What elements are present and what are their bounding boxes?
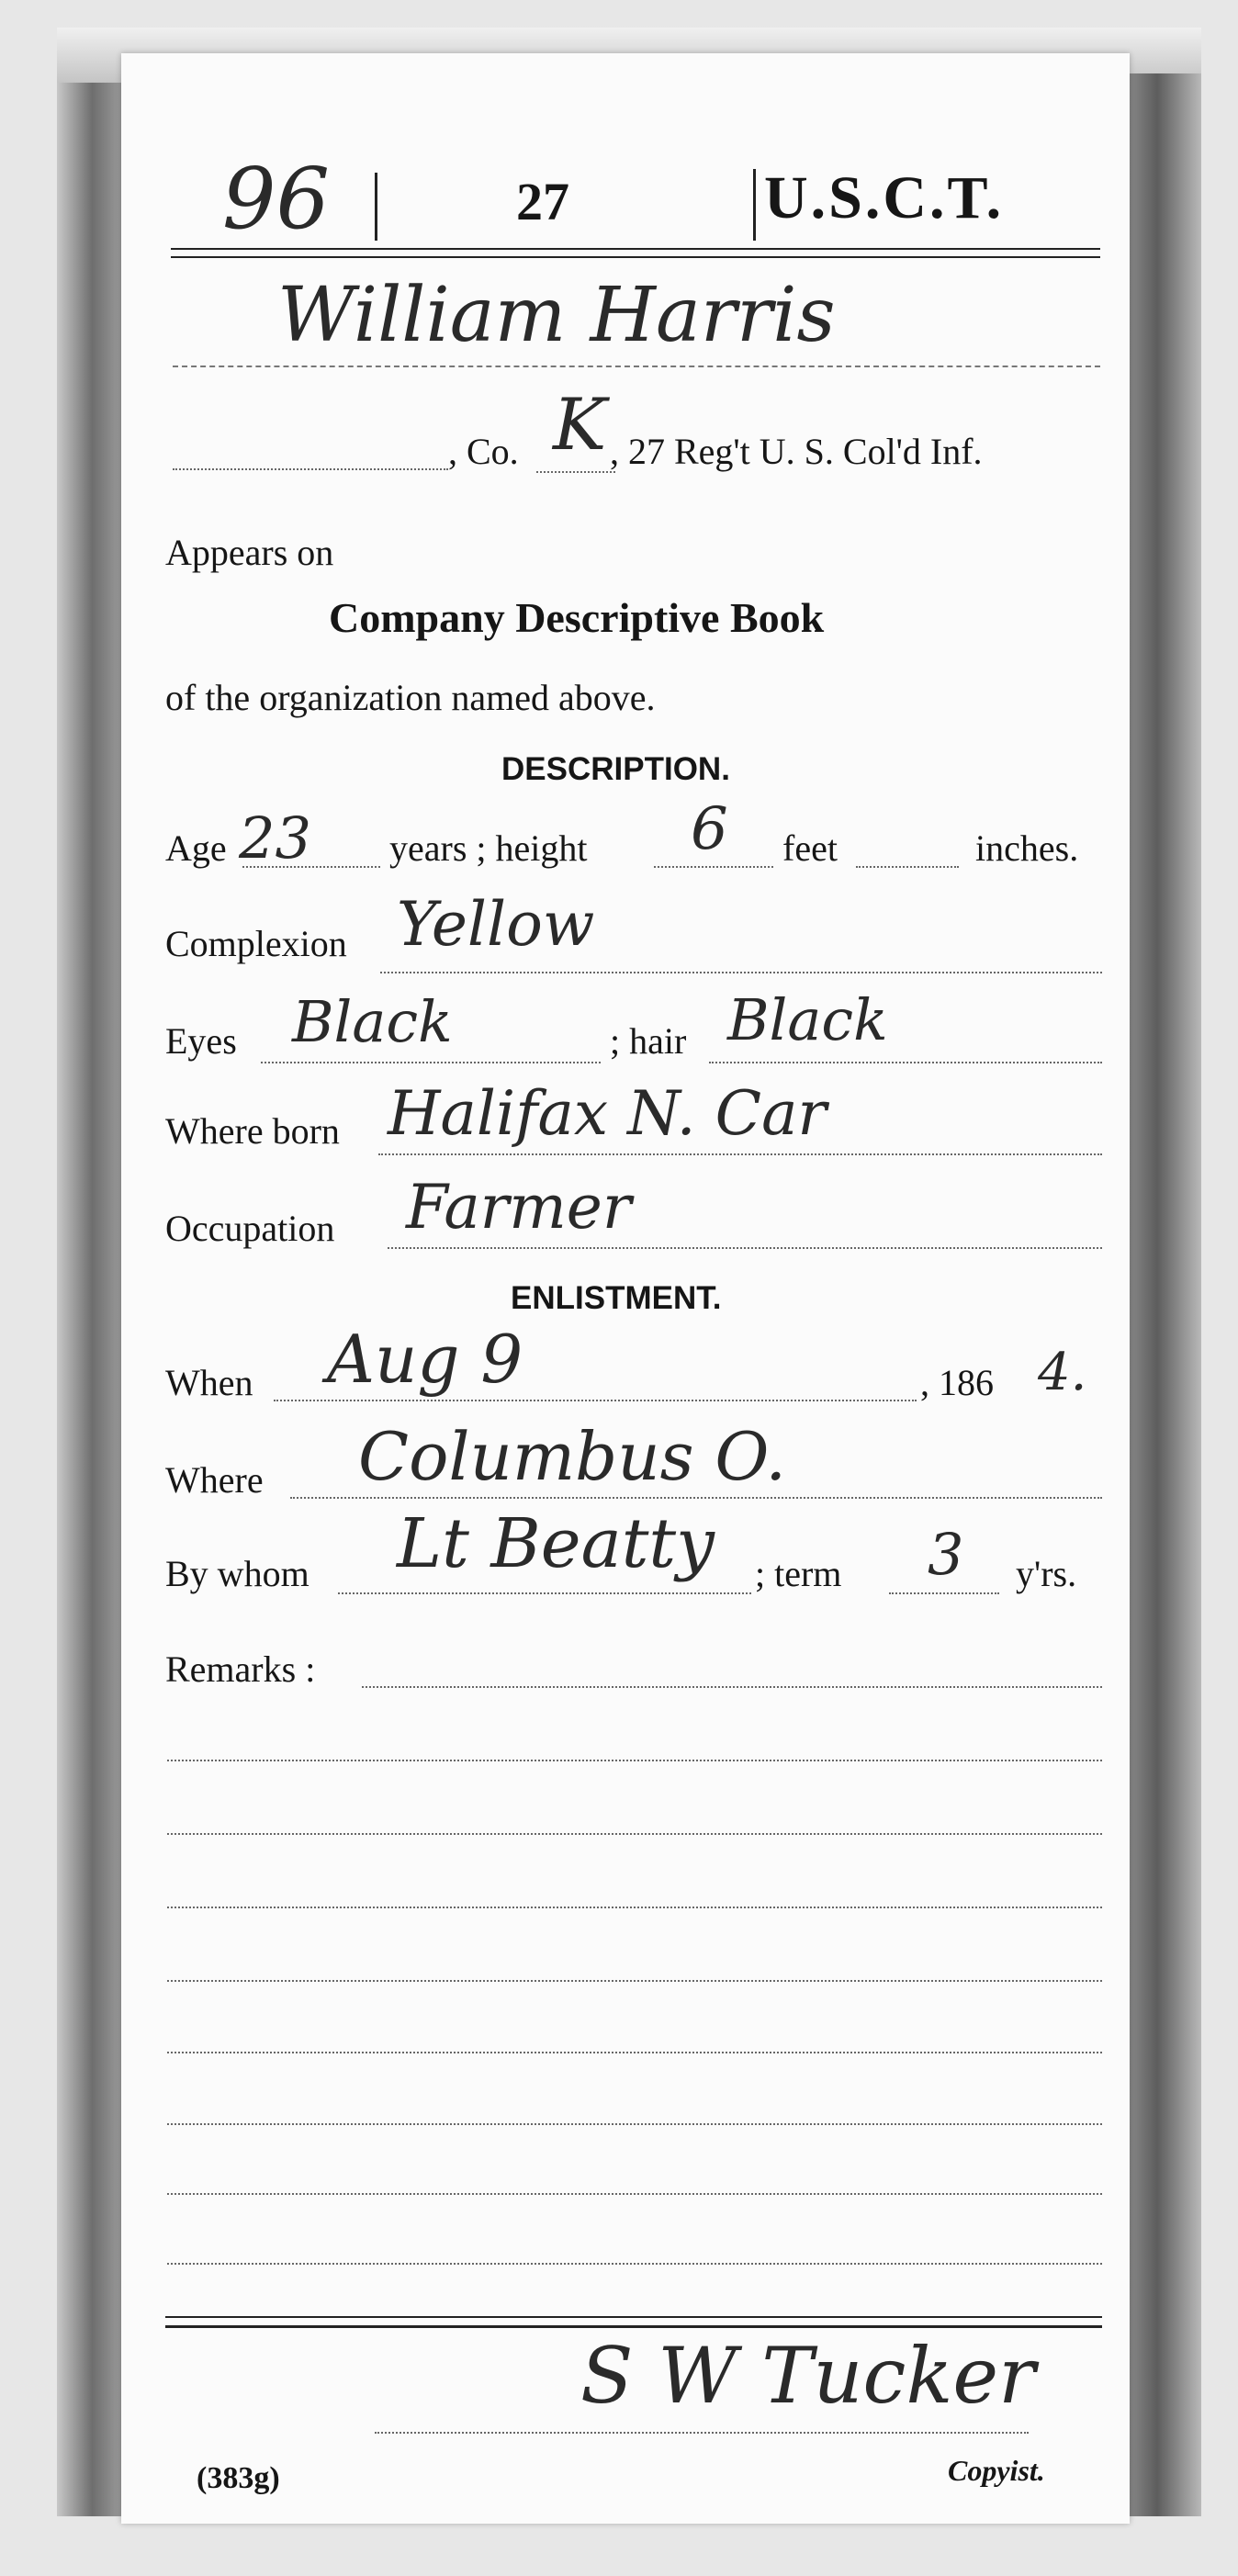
- eyes-value: Black: [292, 988, 453, 1055]
- remarks-line: [167, 2052, 1102, 2053]
- height-feet-value: 6: [691, 795, 728, 863]
- occupation-label: Occupation: [165, 1208, 335, 1249]
- company-blank-line: [173, 468, 448, 470]
- eyes-label: Eyes: [165, 1020, 237, 1062]
- organization-text: of the organization named above.: [165, 677, 656, 718]
- term-line: [889, 1592, 999, 1594]
- remarks-line: [167, 1907, 1102, 1908]
- remarks-line: [167, 1760, 1102, 1761]
- by-whom-line: [338, 1592, 751, 1594]
- years-height-label: years ; height: [389, 827, 588, 869]
- remarks-line: [167, 1833, 1102, 1835]
- scan-edge-right: [1128, 73, 1201, 2516]
- header-divider-right: [753, 169, 756, 241]
- where-line: [290, 1497, 1102, 1499]
- when-label: When: [165, 1362, 253, 1403]
- complexion-line: [380, 972, 1102, 973]
- inches-label: inches.: [975, 827, 1079, 869]
- hair-label: ; hair: [610, 1020, 687, 1062]
- height-line: [654, 866, 773, 868]
- complexion-value: Yellow: [397, 889, 595, 960]
- age-label: Age: [165, 827, 227, 869]
- name-line: [173, 366, 1100, 367]
- footer-rule-top: [165, 2316, 1102, 2318]
- hair-value: Black: [727, 986, 888, 1053]
- scan-edge-left: [57, 83, 121, 2516]
- form-number: (383g): [197, 2461, 280, 2495]
- header-divider-left: [375, 173, 377, 241]
- eyes-line: [261, 1062, 601, 1063]
- occupation-value: Farmer: [406, 1172, 632, 1243]
- complexion-label: Complexion: [165, 923, 347, 964]
- age-value: 23: [239, 804, 311, 872]
- enlistment-heading: ENLISTMENT.: [511, 1280, 722, 1316]
- remarks-label: Remarks :: [165, 1648, 316, 1690]
- remarks-line: [167, 2123, 1102, 2125]
- soldier-name: William Harris: [277, 272, 836, 359]
- company-letter: K: [553, 384, 607, 467]
- unit-abbreviation: U.S.C.T.: [764, 164, 1005, 231]
- header-rule-bottom: [171, 256, 1100, 258]
- remarks-line: [362, 1686, 1102, 1688]
- company-prefix: , Co.: [448, 431, 519, 472]
- where-label: Where: [165, 1459, 264, 1501]
- occupation-line: [388, 1247, 1102, 1249]
- by-whom-label: By whom: [165, 1553, 310, 1594]
- header-rule-top: [171, 248, 1100, 250]
- book-title: Company Descriptive Book: [329, 594, 825, 641]
- term-label: ; term: [755, 1553, 842, 1594]
- company-line: [536, 471, 615, 473]
- handwritten-card-number: 96: [222, 150, 331, 248]
- feet-label: feet: [782, 827, 838, 869]
- where-born-line: [378, 1153, 1102, 1155]
- regiment-number: 27: [516, 172, 569, 231]
- hair-line: [709, 1062, 1102, 1063]
- inches-line: [856, 866, 959, 868]
- by-whom-value: Lt Beatty: [397, 1504, 715, 1583]
- remarks-line: [167, 2193, 1102, 2195]
- appears-on: Appears on: [165, 532, 334, 573]
- where-born-label: Where born: [165, 1110, 340, 1152]
- record-card: [121, 53, 1130, 2524]
- where-value: Columbus O.: [358, 1418, 787, 1495]
- term-unit: y'rs.: [1016, 1553, 1077, 1594]
- description-heading: DESCRIPTION.: [501, 751, 730, 787]
- copyist-label: Copyist.: [948, 2454, 1045, 2487]
- copyist-signature: S W Tucker: [580, 2331, 1036, 2421]
- remarks-line: [167, 2263, 1102, 2265]
- remarks-line: [167, 1980, 1102, 1982]
- term-value: 3: [928, 1521, 964, 1588]
- year-suffix: 4.: [1038, 1343, 1087, 1402]
- age-line: [242, 866, 380, 868]
- year-prefix: , 186: [920, 1362, 994, 1403]
- when-value: Aug 9: [327, 1321, 523, 1398]
- signature-line: [375, 2432, 1029, 2434]
- where-born-value: Halifax N. Car: [388, 1078, 827, 1149]
- when-line: [274, 1400, 917, 1401]
- footer-rule-bottom: [165, 2325, 1102, 2328]
- regiment-line: , 27 Reg't U. S. Col'd Inf.: [610, 431, 983, 472]
